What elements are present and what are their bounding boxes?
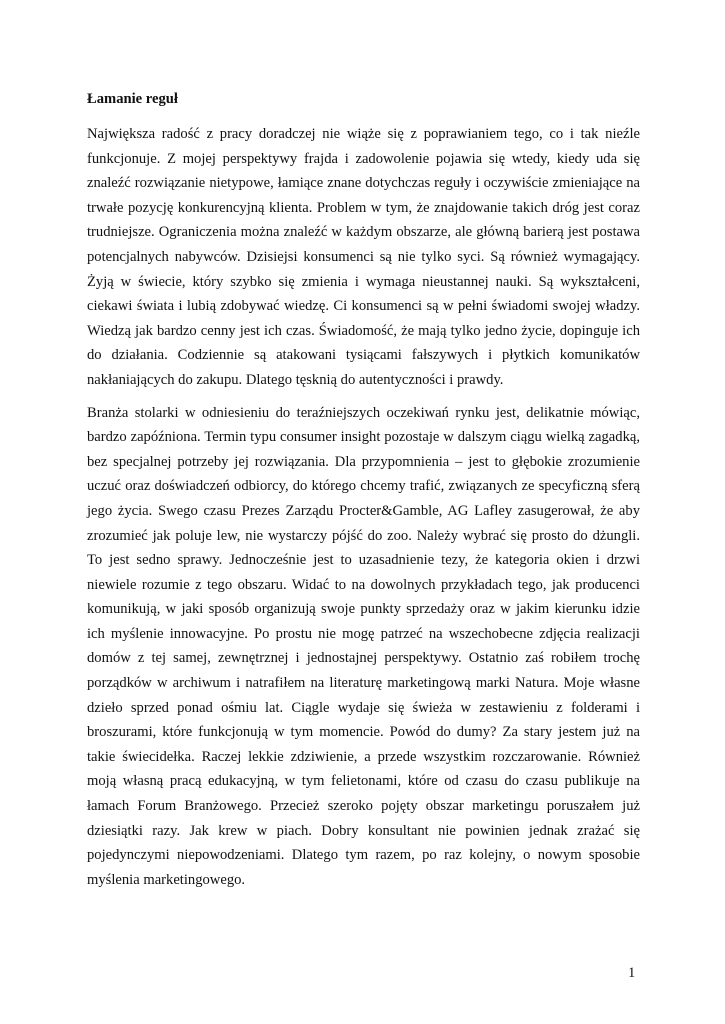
text-line: do działania. Codziennie są atakowani tysiącami fałszywych i płytkich komunikatów [87, 347, 640, 364]
text-line: niewiele rozumie z tego obszaru. Widać to na dowolnych przykładach tego, jak producenci [87, 576, 640, 593]
text-line: dziesiątki razy. Jak krew w piach. Dobry konsultant nie powinien jednak zrażać się [87, 822, 640, 839]
text-line: funkcjonuje. Z mojej perspektywy frajda i zadowolenie pojawia się wtedy, kiedy uda się [87, 150, 640, 167]
text-line: potencjalnych nabywców. Dzisiejsi konsumenci są nie tylko syci. Są również wymagający. [87, 248, 640, 265]
paragraph-2 [87, 401, 640, 893]
text-line: komunikują, w jaki sposób organizują swoje punkty sprzedaży oraz w jakim kierunku idzie [87, 601, 640, 618]
text-line: ciekawi świata i lubią zdobywać wiedzę. Ci konsumenci są w pełni świadomi swojej władzy. [87, 298, 640, 315]
text-line: dzieło sprzed ponad ośmiu lat. Ciągle wydaje się świeża w zestawieniu z folderami i [87, 699, 640, 716]
text-line: bardzo zapóźniona. Termin typu consumer insight pozostaje w dalszym ciągu wielką zagadką, [87, 429, 640, 446]
text-line: zrozumieć jak poluje lew, nie wystarczy pójść do zoo. Należy wybrać się prosto do dżungli. [87, 527, 640, 544]
text-line: ich myślenie innowacyjne. Po prostu nie mogę patrzeć na wszechobecne zdjęcia realizacji [87, 625, 640, 642]
text-line: moją własną pracą edukacyjną, w tym felietonami, które od czasu do czasu publikuje na [87, 773, 640, 790]
document-title: Łamanie reguł [87, 91, 178, 107]
text-line: znaleźć rozwiązanie nietypowe, łamiące znane dotychczas reguły i oczywiście zmieniające na [87, 175, 640, 192]
text-line: To jest sedno sprawy. Jednocześnie jest to uzasadnienie tezy, że kategoria okien i drzwi [87, 552, 640, 569]
text-line: domów z tej samej, zewnętrznej i jednostajnej perspektywy. Ostatnio zaś robiłem trochę [87, 650, 640, 667]
page-number: 1 [628, 965, 636, 981]
paragraph-1 [87, 122, 640, 393]
text-line: jego życia. Swego czasu Prezes Zarządu Procter&Gamble, AG Lafley zasugerował, że aby [87, 502, 640, 519]
text-line: nakłaniających do zakupu. Dlatego tęsknią do autentyczności i prawdy. [87, 371, 504, 388]
text-line: Żyją w świecie, który szybko się zmienia i wymaga nieustannej nauki. Są wykształceni, [87, 273, 640, 290]
text-line: Branża stolarki w odniesieniu do teraźniejszych oczekiwań rynku jest, delikatnie mówiąc, [87, 404, 640, 421]
text-line: Wiedzą jak bardzo cenny jest ich czas. Świadomość, że mają tylko jedno życie, dopinguje ich [87, 322, 640, 339]
text-line: takie świecidełka. Raczej lekkie zdziwienie, a przede wszystkim rozczarowanie. Również [87, 748, 640, 765]
text-line: trudniejsze. Ograniczenia można znaleźć w każdym obszarze, ale główną barierą jest postawa [87, 224, 640, 241]
text-line: Największa radość z pracy doradczej nie wiąże się z poprawianiem tego, co i tak nieźle [87, 126, 640, 142]
text-line: łamach Forum Branżowego. Przecież szeroko pojęty obszar marketingu poruszałem już [87, 798, 640, 815]
text-line: trwałe pozycję konkurencyjną klienta. Problem w tym, że znajdowanie takich dróg jest coraz [87, 199, 640, 216]
document-body [87, 88, 640, 900]
text-line: bez specjalnej potrzeby jej rozwiązania. Dla przypomnienia – jest to głębokie zrozumienie [87, 453, 640, 470]
text-line: broszurami, które funkcjonują w tym momencie. Powód do dumy? Za stary jestem już na [87, 724, 640, 741]
text-line: pojedynczymi niepowodzeniami. Dlatego tym razem, po raz kolejny, o nowym sposobie [87, 847, 640, 864]
text-line: porządków w archiwum i natrafiłem na literaturę marketingową marki Natura. Moje własne [87, 675, 640, 692]
text-line: uczuć oraz doświadczeń odbiorcy, do którego chcemy trafić, związanych ze specyficzną sferą [87, 478, 640, 495]
text-line: myślenia marketingowego. [87, 871, 246, 888]
